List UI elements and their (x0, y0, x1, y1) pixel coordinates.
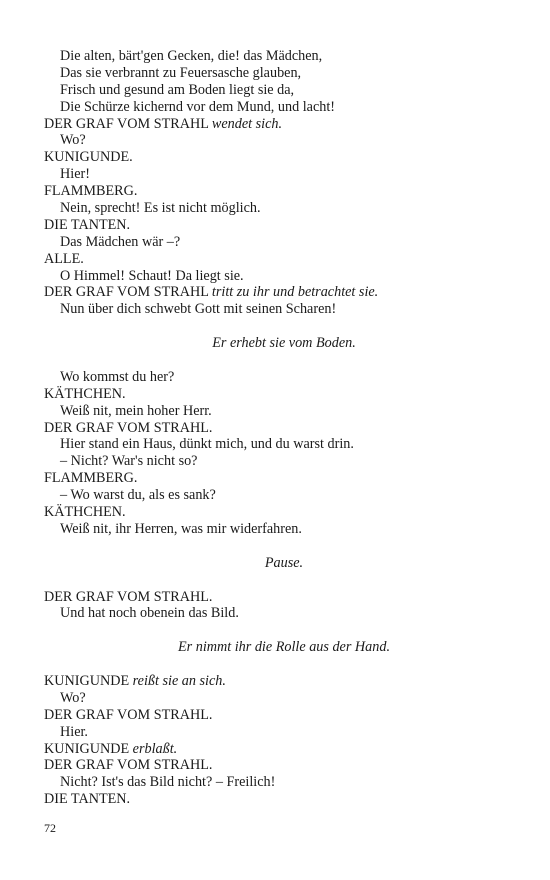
verse-line: Nicht? Ist's das Bild nicht? – Freilich! (60, 774, 276, 791)
stage-direction: Er erhebt sie vom Boden. (212, 335, 356, 352)
verse-line: Nun über dich schwebt Gott mit seinen Scharen! (60, 301, 337, 318)
speaker-line (44, 284, 524, 301)
speaker-name: DER GRAF VOM STRAHL. (44, 419, 213, 436)
verse-line: Frisch und gesund am Boden liegt sie da, (60, 81, 295, 98)
speaker-line (44, 116, 524, 133)
speaker-line (44, 217, 524, 234)
speaker-name: KÄTHCHEN. (44, 504, 126, 521)
blank-line (44, 622, 524, 639)
blank-line (44, 656, 524, 673)
verse-line: Hier stand ein Haus, dünkt mich, und du warst drin. (60, 436, 354, 453)
stage-direction: Pause. (264, 554, 304, 571)
verse-line: – Nicht? War's nicht so? (60, 453, 198, 470)
speaker-direction: tritt zu ihr und betrachtet sie. (211, 284, 379, 301)
blank-line (44, 538, 524, 555)
speaker-name: FLAMMBERG. (44, 470, 138, 487)
speaker-line (44, 741, 524, 758)
verse-line: Das sie verbrannt zu Feuersasche glauben, (60, 64, 302, 81)
verse-line: Und hat noch obenein das Bild. (60, 605, 239, 622)
play-text (44, 48, 524, 808)
verse-line: Weiß nit, mein hoher Herr. (60, 402, 212, 419)
verse-line: Das Mädchen wär –? (60, 233, 181, 250)
blank-line (44, 318, 524, 335)
verse-line: O Himmel! Schaut! Da liegt sie. (60, 267, 244, 284)
speaker-line (44, 757, 524, 774)
speaker-name: DER GRAF VOM STRAHL. (44, 757, 213, 774)
speaker-line (44, 504, 524, 521)
speaker-name: KUNIGUNDE (44, 740, 130, 757)
speaker-name: DER GRAF VOM STRAHL (44, 115, 209, 132)
verse-line: – Wo warst du, als es sank? (60, 487, 216, 504)
speaker-direction: reißt sie an sich. (132, 672, 226, 689)
speaker-name: KUNIGUNDE. (44, 149, 133, 166)
speaker-name: DER GRAF VOM STRAHL. (44, 706, 213, 723)
speaker-line (44, 707, 524, 724)
speaker-line (44, 791, 524, 808)
speaker-name: DER GRAF VOM STRAHL. (44, 588, 213, 605)
verse-line: Wo kommst du her? (60, 368, 175, 385)
speaker-direction: erblaßt. (132, 740, 178, 757)
verse-line: Wo? (60, 689, 86, 706)
speaker-line (44, 673, 524, 690)
speaker-name: ALLE. (44, 250, 84, 267)
speaker-name: DER GRAF VOM STRAHL (44, 284, 209, 301)
speaker-line (44, 470, 524, 487)
verse-line: Hier. (60, 723, 88, 740)
verse-line: Weiß nit, ihr Herren, was mir widerfahren. (60, 520, 302, 537)
verse-line: Hier! (60, 166, 90, 183)
blank-line (44, 572, 524, 589)
speaker-name: DIE TANTEN. (44, 791, 131, 808)
speaker-name: KÄTHCHEN. (44, 385, 126, 402)
speaker-line (44, 183, 524, 200)
speaker-line (44, 149, 524, 166)
stage-direction: Er nimmt ihr die Rolle aus der Hand. (177, 639, 390, 656)
speaker-line (44, 386, 524, 403)
speaker-name: KUNIGUNDE (44, 672, 130, 689)
speaker-name: FLAMMBERG. (44, 183, 138, 200)
verse-line: Die alten, bärt'gen Gecken, die! das Mädchen, (60, 48, 323, 64)
verse-line: Wo? (60, 132, 86, 149)
speaker-line (44, 589, 524, 606)
speaker-line (44, 251, 524, 268)
verse-line: Nein, sprecht! Es ist nicht möglich. (60, 200, 261, 217)
speaker-line (44, 420, 524, 437)
speaker-name: DIE TANTEN. (44, 216, 131, 233)
blank-line (44, 352, 524, 369)
page-number: 72 (44, 821, 56, 835)
verse-line: Die Schürze kichernd vor dem Mund, und lacht! (60, 98, 336, 115)
speaker-direction: wendet sich. (211, 115, 283, 132)
